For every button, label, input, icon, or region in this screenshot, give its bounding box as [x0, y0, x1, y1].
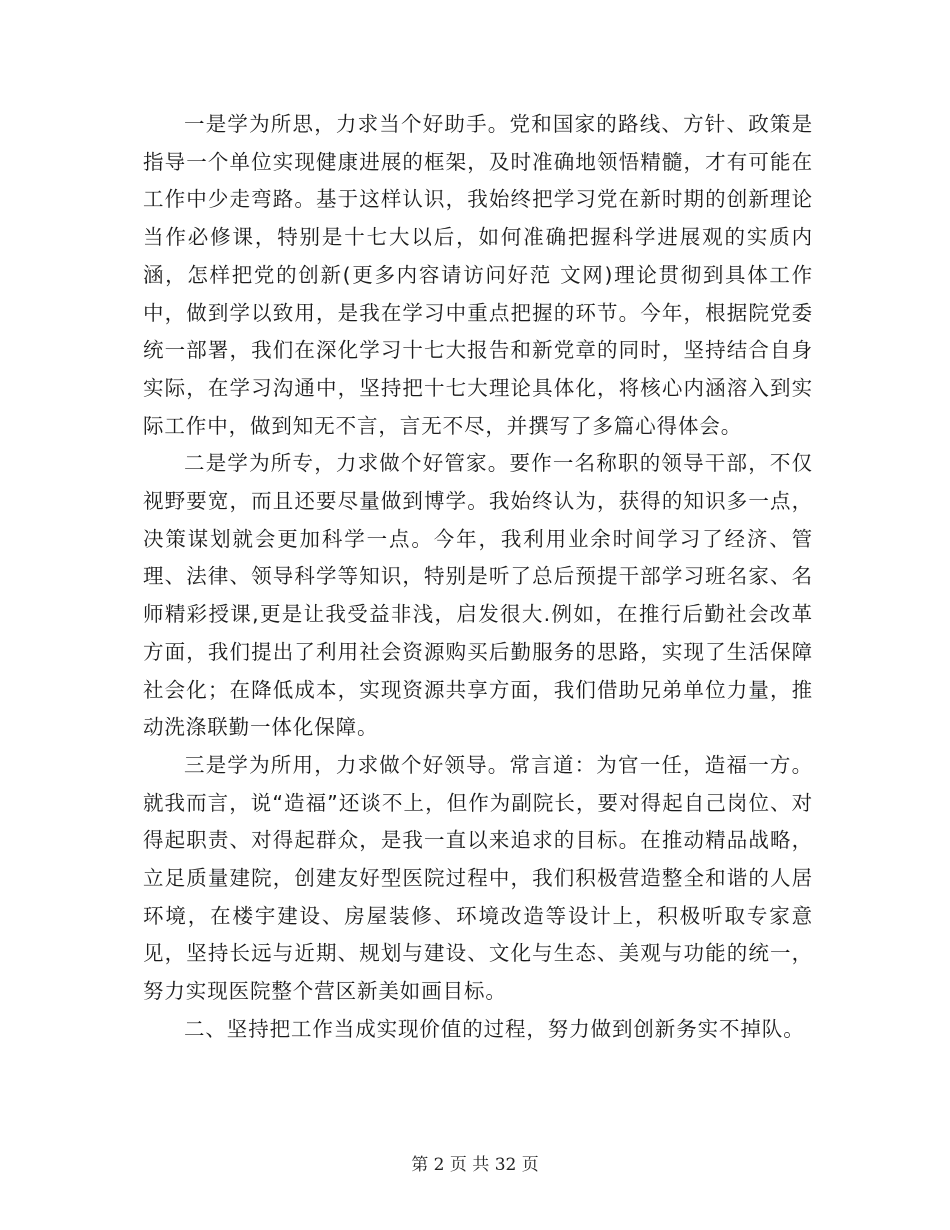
paragraph-study-for-use: 三是学为所用，力求做个好领导。常言道：为官一任，造福一方。就我而言，说“造福”还谈不上，但作为副院长，要对得起自己岗位、对得起职责、对得起群众，是我一直以来追求的目标。在推动精品战略，立足质量建院，创建友好型医院过程中，我们积极营造整全和谐的人居环境，在楼宇建设、房屋装修、环境改造等设计上，积极听取专家意见，坚持长远与近期、规划与建设、文化与生态、美观与功能的统一，努力实现医院整个营区新美如画目标。 [143, 752, 813, 1004]
section-heading-work-value: 二、坚持把工作当成实现价值的过程，努力做到创新务实不掉队。 [184, 1016, 805, 1041]
page-number-footer: 第 2 页 共 32 页 [411, 1155, 539, 1175]
paragraph-study-for-expertise: 二是学为所专，力求做个好管家。要作一名称职的领导干部，不仅视野要宽，而且还要尽量做到博学。我始终认为，获得的知识多一点，决策谋划就会更加科学一点。今年，我利用业余时间学习了经济、管理、法律、领导科学等知识，特别是听了总后预提干部学习班名家、名师精彩授课,更是让我受益非浅，启发很大.例如，在推行后勤社会改革方面，我们提出了利用社会资源购买后勤服务的思路，实现了生活保障社会化；在降低成本，实现资源共享方面，我们借助兄弟单位力量，推动洗涤联勤一体化保障。 [143, 451, 813, 740]
document-body [143, 106, 813, 1049]
paragraph-study-for-thinking: 一是学为所思，力求当个好助手。党和国家的路线、方针、政策是指导一个单位实现健康进展的框架，及时准确地领悟精髓，才有可能在工作中少走弯路。基于这样认识，我始终把学习党在新时期的创新理论当作必修课，特别是十七大以后，如何准确把握科学进展观的实质内涵，怎样把党的创新(更多内容请访问好范 文网)理论贯彻到具体工作中，做到学以致用，是我在学习中重点把握的环节。今年，根据院党委统一部署，我们在深化学习十七大报告和新党章的同时，坚持结合自身实际，在学习沟通中，坚持把十七大理论具体化，将核心内涵溶入到实际工作中，做到知无不言，言无不尽，并撰写了多篇心得体会。 [143, 112, 813, 438]
